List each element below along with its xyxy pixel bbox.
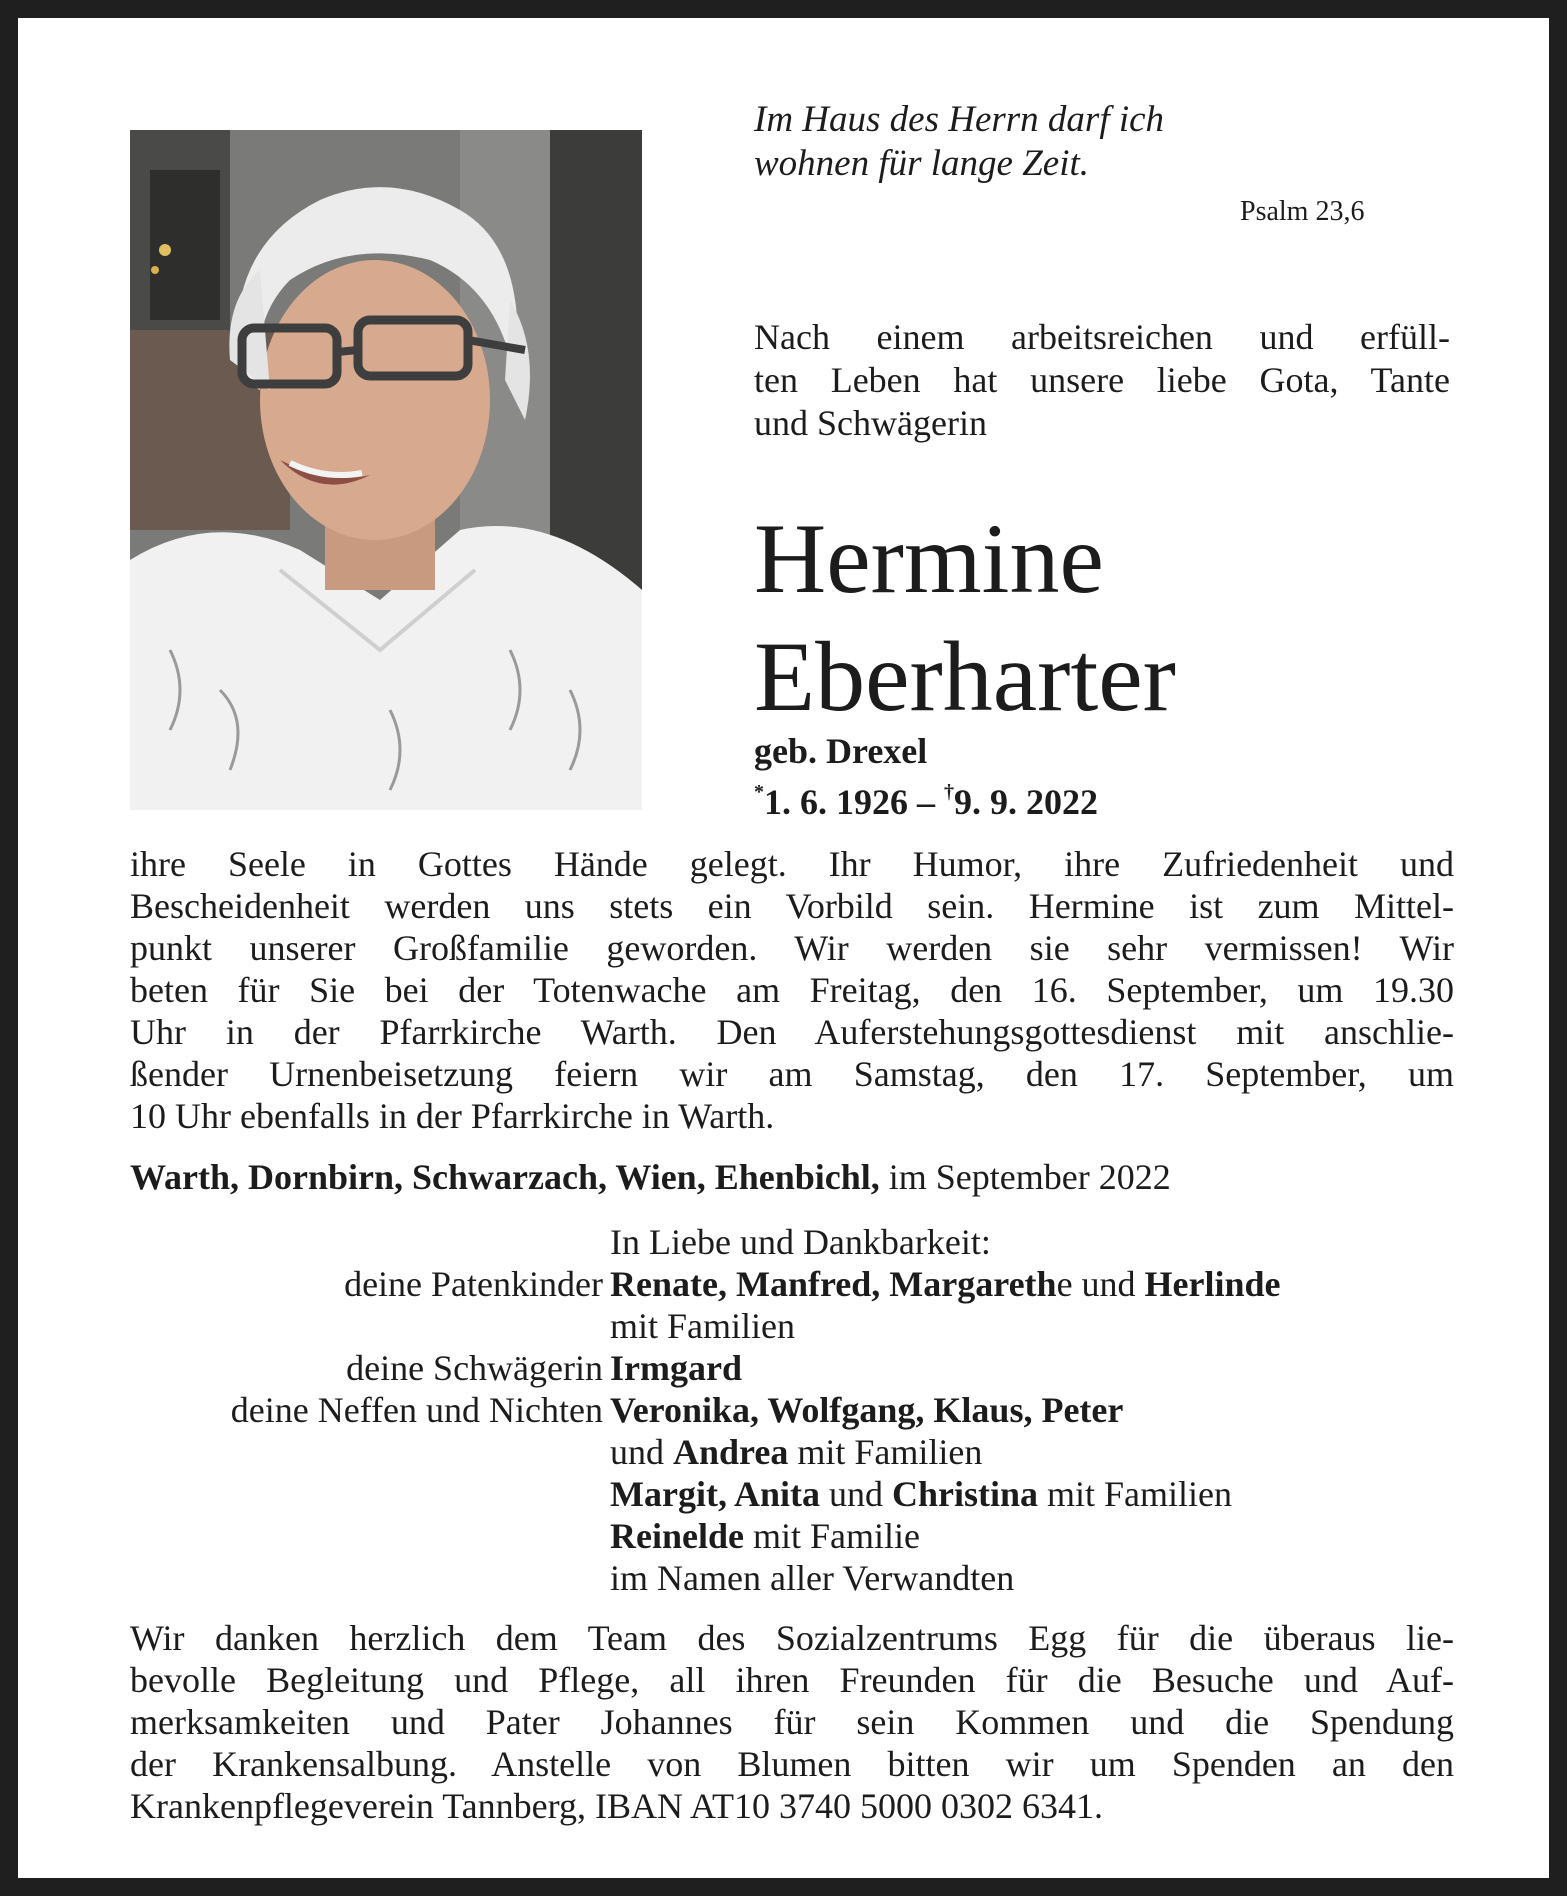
relation-label-schwaegerin: deine Schwägerin [346, 1348, 603, 1388]
intro-line: und Schwägerin [754, 403, 987, 443]
nichten-line-2 [610, 1431, 982, 1473]
intro-line: Nach einem arbeitsreichen und erfüll- [754, 317, 1450, 357]
patenkinder-names-bold: Renate, Manfred, Margareth [610, 1264, 1057, 1304]
closing-line: merksamkeiten und Pater Johannes für sein Kommen und die Spendung [130, 1702, 1454, 1742]
nichten-line-1: Veronika, Wolfgang, Klaus, Peter [610, 1390, 1124, 1430]
nichten-line-2-name: Andrea [673, 1432, 789, 1472]
nichten-line-3-b: Christina [891, 1474, 1039, 1514]
main-text-line: beten für Sie bei der Totenwache am Freitag, den 16. September, um 19.30 [130, 970, 1454, 1010]
death-date: 9. 9. 2022 [954, 782, 1098, 822]
nichten-line-4-post: mit Familie [743, 1516, 920, 1556]
deceased-name [754, 500, 1176, 736]
psalm-quote [754, 98, 1354, 186]
main-text-line: Uhr in der Pfarrkirche Warth. Den Auferstehungsgottesdienst mit anschlie- [130, 1012, 1454, 1052]
nichten-line-3-und: und [819, 1474, 892, 1514]
main-text-line: ihre Seele in Gottes Hände gelegt. Ihr Humor, ihre Zufriedenheit und [130, 844, 1454, 884]
date-separator: – [908, 782, 944, 822]
nichten-line-3-post: mit Familien [1038, 1474, 1233, 1514]
obituary-page [18, 18, 1549, 1878]
patenkinder-connector: e und [1056, 1264, 1145, 1304]
birth-date: 1. 6. 1926 [764, 782, 908, 822]
patenkinder-last: Herlinde [1144, 1264, 1281, 1304]
portrait-photo [130, 130, 642, 810]
life-dates [754, 772, 1098, 822]
nichten-line-2-post: mit Familien [788, 1432, 983, 1472]
relation-label-nichten: deine Neffen und Nichten [230, 1390, 603, 1430]
mourners-heading: In Liebe und Dankbarkeit: [610, 1222, 991, 1262]
nichten-line-4 [610, 1515, 920, 1557]
nichten-line-3 [610, 1473, 1232, 1515]
place-date [130, 1156, 1171, 1198]
first-name: Hermine [754, 503, 1104, 614]
quote-line-1: Im Haus des Herrn darf ich [754, 99, 1165, 140]
date: im September 2022 [879, 1157, 1171, 1197]
main-text [130, 843, 1454, 1137]
nichten-line-4-name: Reinelde [610, 1516, 744, 1556]
main-text-line: ßender Urnenbeisetzung feiern wir am Samstag, den 17. September, um [130, 1054, 1454, 1094]
birth-symbol: * [754, 781, 764, 803]
closing-line: Krankenpflegeverein Tannberg, IBAN AT10 3740 5000 0302 6341. [130, 1786, 1103, 1826]
patenkinder-family: mit Familien [610, 1306, 795, 1346]
patenkinder-names [610, 1263, 1281, 1305]
death-symbol: † [944, 781, 954, 803]
main-text-line: 10 Uhr ebenfalls in der Pfarrkirche in Warth. [130, 1096, 775, 1136]
nichten-line-3-a: Margit, Anita [610, 1474, 820, 1514]
relation-label-patenkinder: deine Patenkinder [344, 1264, 603, 1304]
closing-line: Wir danken herzlich dem Team des Sozialzentrums Egg für die überaus lie- [130, 1618, 1454, 1658]
closing-text [130, 1617, 1454, 1827]
main-text-line: Bescheidenheit werden uns stets ein Vorbild sein. Hermine ist zum Mittel- [130, 886, 1454, 926]
places: Warth, Dornbirn, Schwarzach, Wien, Ehenbichl, [130, 1157, 880, 1197]
intro-text [754, 316, 1450, 445]
mourners-closing-line: im Namen aller Verwandten [610, 1558, 1015, 1598]
last-name: Eberharter [754, 621, 1176, 732]
quote-source: Psalm 23,6 [1240, 196, 1365, 227]
quote-line-2: wohnen für lange Zeit. [754, 143, 1090, 184]
closing-line: der Krankensalbung. Anstelle von Blumen bitten wir um Spenden an den [130, 1744, 1454, 1784]
birth-name: geb. Drexel [754, 731, 928, 771]
intro-line: ten Leben hat unsere liebe Gota, Tante [754, 360, 1450, 400]
nichten-line-2-pre: und [610, 1432, 673, 1472]
schwaegerin-name: Irmgard [610, 1348, 742, 1388]
main-text-line: punkt unserer Großfamilie geworden. Wir werden sie sehr vermissen! Wir [130, 928, 1454, 968]
closing-line: bevolle Begleitung und Pflege, all ihren Freunden für die Besuche und Auf- [130, 1660, 1454, 1700]
